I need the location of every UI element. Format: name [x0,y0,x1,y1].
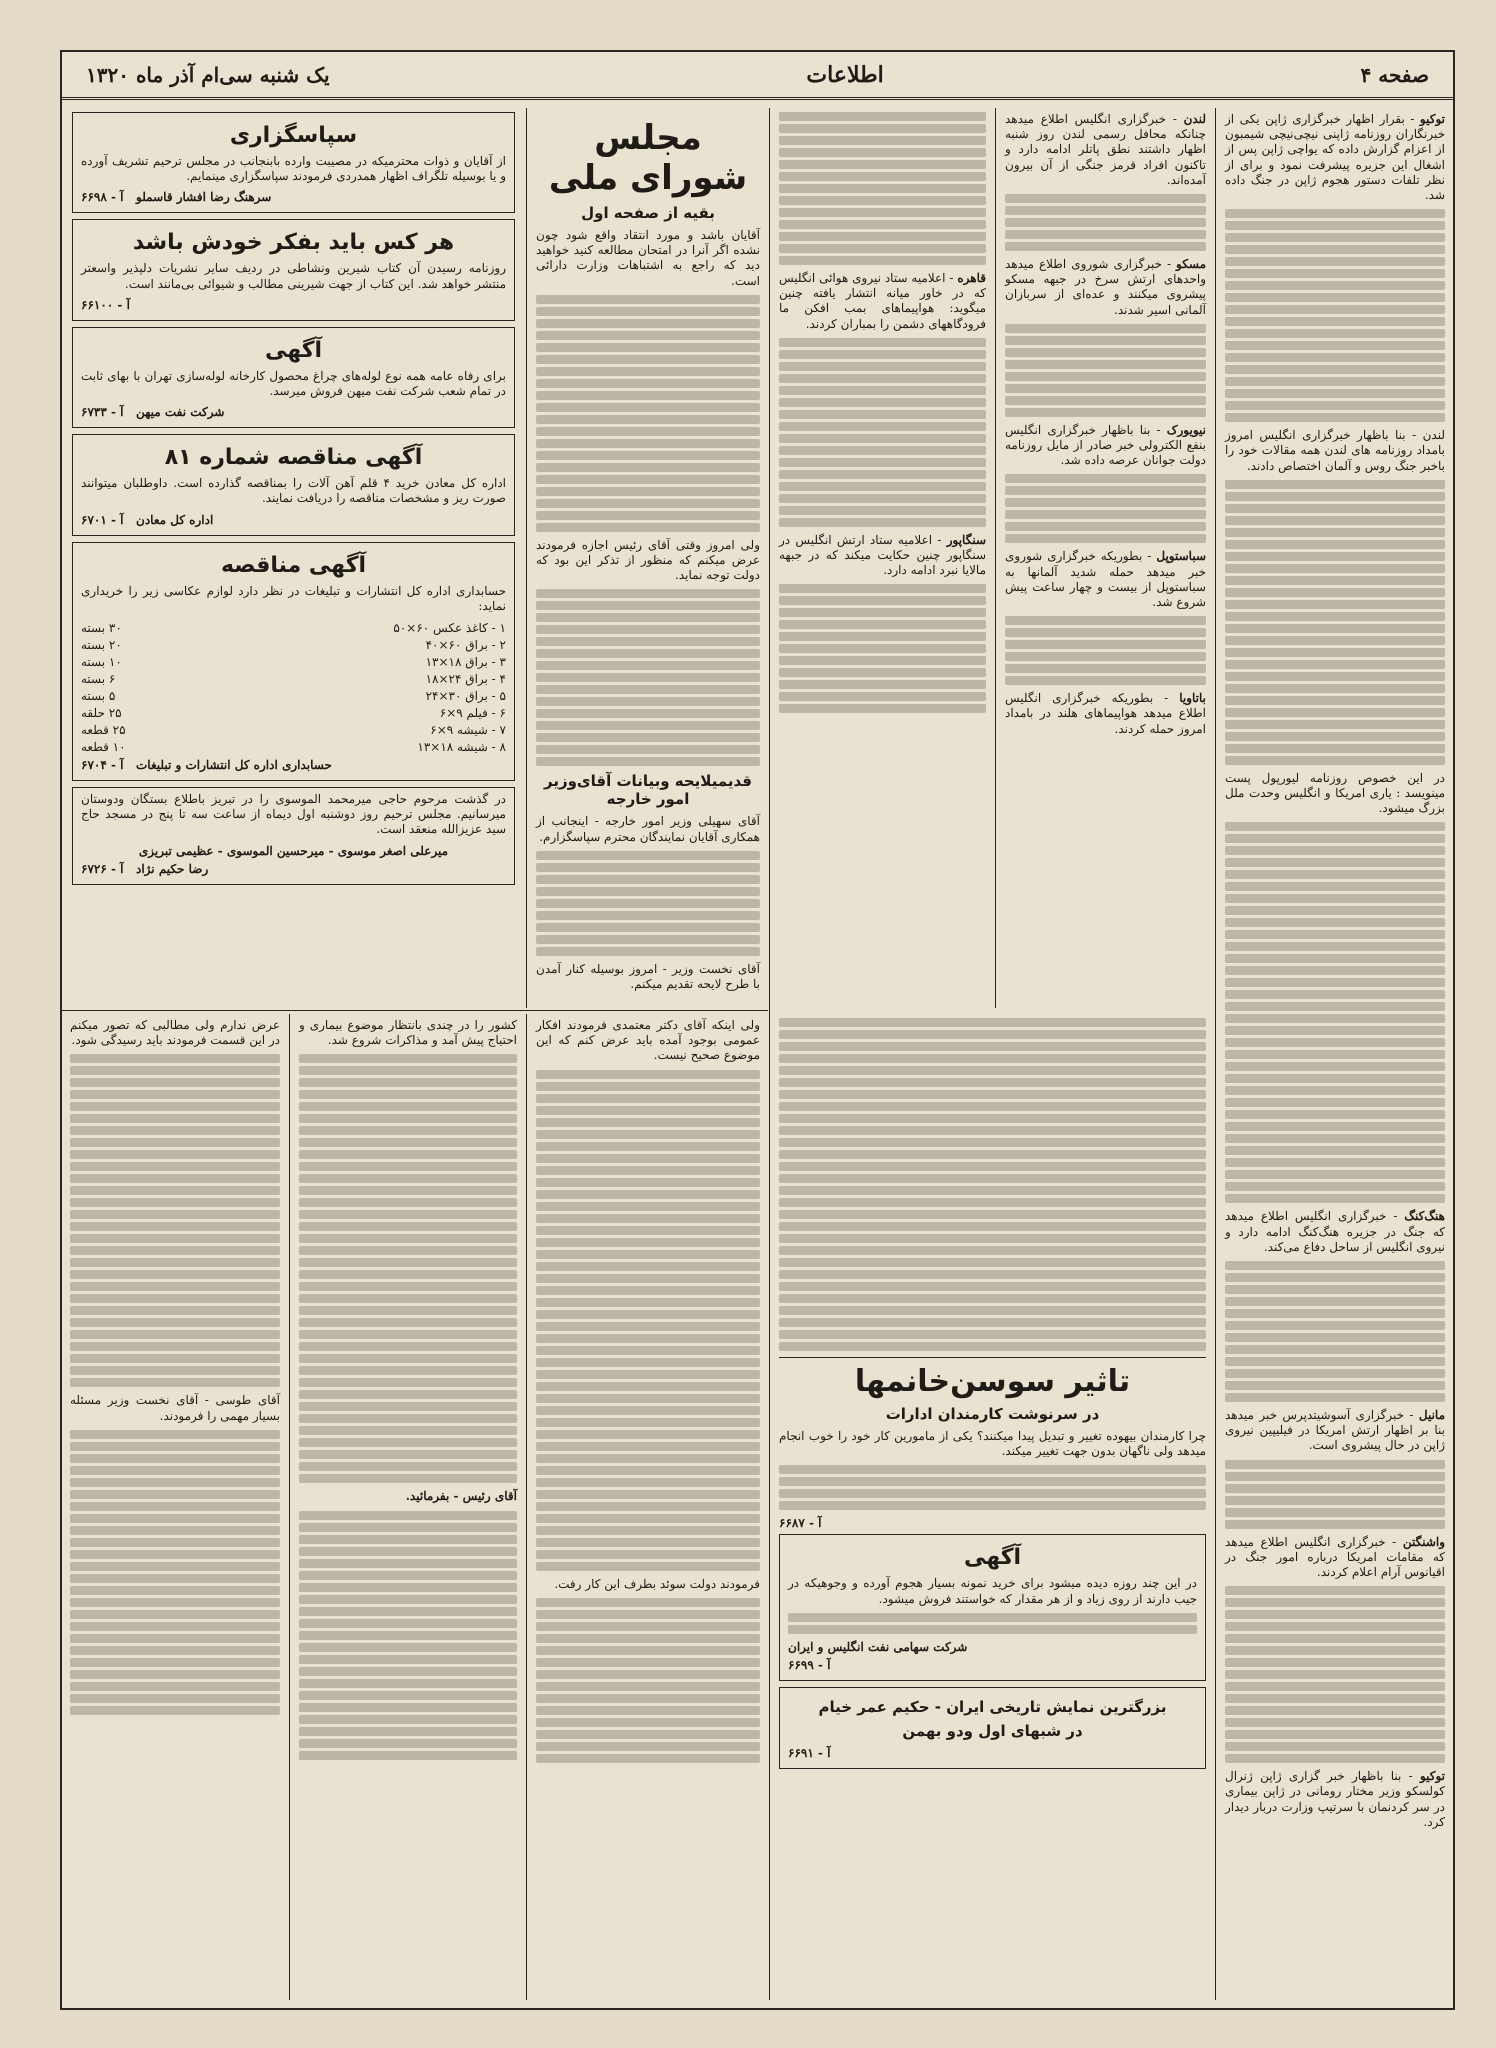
ad-code: آ - ۶۷۰۱ [81,512,124,527]
column-divider [526,108,527,1008]
tender-81-box [72,434,515,535]
dateline-tokyo: توکیو [1419,112,1445,126]
debate-text: عرض ندارم ولی مطالبی که تصور میکنم در این قسمت فرمودند باید رسیدگی شود. [70,1018,280,1048]
text-block [536,851,760,956]
column-divider [1215,108,1216,2000]
news-text: بقرار اظهار خبرگزاری ژاپن یکی از خبرنگاران روزنامه ژاپنی نیچی‌نیچی شیمبون از اعزام گزارش داده که یواچی ژاپن پس از اشغال این جزیره پیشرفت نمود و برای از نظر تلفات دستور هجوم ژاپن در جنگ داده شد. [1225,112,1445,203]
text-block [536,295,760,532]
news-text: خبرگزاری آسوشیتدپرس خبر میدهد بنا بر اظهار ارتش امریکا در فیلیپین نیروی ژاپن در حال پیشروی است. [1225,1408,1445,1453]
dateline-hongkong: هنگ‌کنگ [1404,1209,1445,1224]
text-block [70,1430,280,1715]
text-block [1005,324,1206,417]
column-divider [995,108,996,1008]
news-text: بنا باظهار خبر گزاری ژاپن ژنرال کولسکو وزیر مختار رومانی در ژاپن بیماری در سر کردنمان با سرتیپ وزارت دربار دیدار کرد. [1225,1769,1445,1829]
ad-code: آ - ۶۷۳۳ [81,405,124,420]
section-rule [779,1357,1206,1358]
book-text: روزنامه رسیدن آن کتاب شیرین ونشاطی در ردیف سایر نشریات دلپذیر واسعتر منتشر خواهد شد. این کتاب از جهت شیرینی مطالب و شیوائی بی‌مانند است. [81,261,506,291]
thanks-title: سپاسگزاری [229,123,358,148]
text-block [1225,1460,1445,1529]
text-block [536,1598,760,1763]
news-text: خبرگزاری انگلیس اطلاع میدهد چنانکه محافل رسمی لندن روز شنبه اظهار داشتند نطق پاتلر ادامه دارد و تاکنون افراد قرمز جنگی از آن بیرون آمده‌اند. [1005,112,1206,187]
lamp-notice-box [72,327,515,428]
ad-code: آ - ۶۷۲۶ [81,861,124,876]
newspaper-page [60,50,1455,2010]
thanks-signature: سرهنگ رضا افشار قاسملو [136,190,272,205]
text-block [1005,474,1206,543]
news-text: بنا باظهار خبرگزاری انگلیس بنفع الکترولی خبر صادر از مایل روزنامه دولت جوانان عرصه داده شد. [1005,422,1206,468]
text-block [299,1054,517,1483]
news-text: بطوریکه خبرگزاری شوروی خبر میدهد حمله شدید آلمانها به سباستوپل از بیست و چهار ساعت پیش شروع شد. [1005,549,1206,610]
column-parliament-lower [528,1014,768,2000]
parliament-text: آقای نخست وزیر - امروز بوسیله کنار آمدن با طرح لایحه تقدیم میکنم. [536,961,760,992]
news-text: در این خصوص روزنامه لیورپول پست مینویسد : یاری امریکا و انگلیس وحدت ملل بزرگ میشود. [1225,770,1445,816]
text-block [536,1070,760,1571]
masthead [62,52,1453,100]
tender-81-title: آگهی مناقصه شماره ۸۱ [164,445,423,471]
column-lower-left-b [62,1014,288,2000]
parliament-subtitle: بقیه از صفحه اول [581,204,715,222]
notice-text: برای رفاه عامه همه نوع لوله‌های چراغ محصول کارخانه لوله‌سازی تهران با بهای ثابت در تمام شعب شرکت نفت میهن فروش میرسد. [81,368,506,399]
column-lower-left-a [291,1014,525,2000]
text-block [1005,194,1206,251]
book-ad-box [72,219,515,320]
column-ads [62,108,525,1008]
text-block [1225,209,1445,422]
debate-text: آقای طوسی - آقای نخست وزیر مسئله بسیار مهمی را فرمودند. [70,1393,280,1423]
dateline-london: لندن [1183,112,1206,126]
condolence-signature: میرعلی اصغر موسوی - میرحسین الموسوی - عظیمی تبریزی [138,843,449,858]
text-block [70,1054,280,1387]
column-right-news: توکیو - بقرار اظهار خبرگزاری ژاپن یکی از خبرنگاران روزنامه ژاپنی نیچی‌نیچی شیمبون از اعزام گزارش داده که یواچی ژاپن پس از اشغال این جزیره پیشرفت نمود و برای از نظر تلفات دستور هجوم ژاپن در جنگ داده شد. لندن - بنا باظهار خبرگزاری انگلیس امروز بامداد روزنامه های لندن همه مقالات خود را باخبر جنگ روس و آلمان اختصاص دادند. در این خصوص روزنامه لیورپول پست مینویسد : یاری امریکا و انگلیس وحدت ملل بزرگ میشود. هنگ‌کنگ - خبرگزاری انگلیس اطلاع میدهد که جنگ در جزیره هنگ‌کنگ ادامه دارد و نیروی انگلیس از ساحل دفاع می‌کند. مانیل - خبرگزاری آسوشیتدپرس خبر میدهد بنا بر اظهار ارتش امریکا در فیلیپین نیروی ژاپن در حال پیشروی است. واشنگتن - خبرگزاری انگلیس اطلاع میدهد که مقامات امریکا درباره امور جنگ در اقیانوس آرام اعلام کردند. توکیو - بنا باظهار خبر گزاری ژاپن ژنرال کولسکو وزیر مختار رومانی در ژاپن بیماری در سر کردنمان با سرتیپ وزارت دربار دیدار کرد. [1225,112,1446,1829]
thanks-box [72,112,515,213]
dateline-manila: مانیل [1418,1408,1445,1423]
dateline-singapore: سنگاپور [946,532,987,547]
notice-signature: شرکت سهامی نفت انگلیس و ایران [788,1639,968,1654]
column-divider [769,108,770,2000]
text-block [536,589,760,766]
column-divider [289,1014,290,2000]
tender-item: ۸ - شیشه ۱۸×۱۳ ۱۰ قطعه [81,740,506,755]
text-block [1225,480,1445,765]
show-title: بزرگترین نمایش تاریخی ایران - حکیم عمر خیام [818,1697,1167,1716]
tender-box [72,542,515,781]
page-label: صفحه ۴ [1360,62,1429,87]
parliament-title: مجلس شورای ملی [548,118,748,198]
column-news-lower [771,1014,1214,2000]
news-text: لندن - بنا باظهار خبرگزاری انگلیس امروز بامداد روزنامه های لندن همه مقالات خود را باخبر جنگ روس و آلمان اختصاص دادند. [1225,428,1445,473]
condolence-box [72,787,515,885]
parliament-text: ولی امروز وقتی آقای رئیس اجازه فرمودند عرض میکنم که منظور از تذکر این بود که دولت توجه نماید. [536,537,760,583]
text-block [1225,1586,1445,1763]
column-parliament [528,108,768,1008]
news-text: اعلامیه ستاد نیروی هوائی انگلیس که در خاور میانه انتشار یافته چنین میگوید: هواپیماهای بمب افکن ما فرودگاههای دشمن را بمباران کردند. [779,271,986,331]
debate-text: آقای رئیس - بفرمائید. [405,1489,517,1504]
article-text: چرا کارمندان بیهوده تغییر و تبدیل پیدا میکنند؟ یکی از مامورین کار خود را خوب انجام میدهد ولی ناگهان بدون جهت تغییر میکند. [779,1429,1206,1459]
parliament-text: فرمودند دولت سوئد بطرف این کار رفت. [554,1576,760,1591]
news-text: اعلامیه ستاد ارتش انگلیس در سنگاپور چنین حکایت میکند که در جبهه مالایا نبرد ادامه دارد. [779,532,986,578]
news-text: بطوریکه خبرگزاری انگلیس اطلاع میدهد هواپیماهای هلند در بامداد امروز حمله کردند. [1005,691,1206,736]
article-subtitle: در سرنوشت کارمندان ادارات [885,1405,1100,1423]
paper-name: اطلاعات [806,61,884,88]
text-block [779,338,986,527]
tender-text: حسابداری اداره کل انتشارات و تبلیغات در نظر دارد لوازم عکاسی زیر را خریداری نماید: [81,583,506,613]
dateline-newyork: نیویورک [1166,422,1206,437]
issue-date: یک شنبه سی‌ام آذر ماه ۱۳۲۰ [86,62,330,87]
ad-code: آ - ۶۶۸۷ [779,1516,822,1531]
text-block [779,112,986,265]
ad-code: آ - ۶۶۹۹ [788,1657,831,1672]
column-news-2: قاهره - اعلامیه ستاد نیروی هوائی انگلیس که در خاور میانه انتشار یافته چنین میگوید: هواپیماهای بمب افکن ما فرودگاههای دشمن را بمباران کردند. سنگاپور - اعلامیه ستاد ارتش انگلیس در سنگاپور چنین حکایت میکند که در جبهه مالایا نبرد ادامه دارد. [771,108,994,1008]
dateline-washington: واشنگتن [1402,1534,1445,1549]
dateline-cairo: قاهره [957,271,986,285]
parliament-text: آقایان باشد و مورد انتقاد واقع شود چون نشده اگر آنرا در امتحان مطالعه کنید خواهید دید که راجع به اشتباهات وزارت دارائی است. [536,228,760,288]
tender-81-signature: اداره کل معادن [136,512,214,527]
news-text: خبرگزاری شوروی اطلاع میدهد واحدهای ارتش سرخ در جبهه مسکو پیشروی میکنند و عده‌ای از سربازان آلمانی اسیر شدند. [1005,257,1206,317]
tender-item: ۶ - فیلم ۹×۶ ۲۵ حلقه [81,706,506,721]
column-divider [526,1014,527,2000]
tender-item: ۷ - شیشه ۹×۶ ۲۵ قطعه [81,723,506,738]
tender-item: ۳ - براق ۱۸×۱۳ ۱۰ بسته [81,655,506,670]
debate-text: کشور را در چندی بانتظار موضوع بیماری و احتیاج پیش آمد و مذاکرات شروع شد. [299,1018,517,1048]
text-block [1005,616,1206,685]
section-divider [62,1010,768,1011]
notice-box-show [779,1687,1206,1769]
tender-item: ۵ - براق ۳۰×۲۴ ۵ بسته [81,689,506,704]
text-block [1225,1261,1445,1402]
book-title: هر کس باید بفکر خودش باشد [132,230,455,256]
ad-code: آ - ۶۷۰۴ [81,758,124,773]
notice-text: در این چند روزه دیده میشود برای خرید نمونه بسیار هجوم آورده و وجوهیکه در جیب دارند از روی زیاد و از هر مقدار که خواستند فروش میشود. [788,1576,1197,1606]
ad-code: آ - ۶۶۹۱ [788,1745,831,1760]
parliament-subhead: قدیمیلایحه وبیانات آقای‌وزیر امور خارجه [544,772,752,809]
dateline-tokyo-2: توکیو [1419,1769,1446,1784]
column-news: لندن - خبرگزاری انگلیس اطلاع میدهد چنانکه محافل رسمی لندن روز شنبه اظهار داشتند نطق پاتلر ادامه دارد و تاکنون افراد قرمز جنگی از آن بیرون آمده‌اند. مسکو - خبرگزاری شوروی اطلاع میدهد واحدهای ارتش سرخ در جبهه مسکو پیشروی میکنند و عده‌ای از سربازان آلمانی اسیر شدند. نیویورک - بنا باظهار خبرگزاری انگلیس بنفع الکترولی خبر صادر از مایل روزنامه دولت جوانان عرصه داده شد. سباستوپل - بطوریکه خبرگزاری شوروی خبر میدهد حمله شدید آلمانها به سباستوپل از بیست و چهار ساعت پیش شروع شد. باتاویا - بطوریکه خبرگزاری انگلیس اطلاع میدهد هواپیماهای هلند در بامداد امروز حمله کردند. [1005,112,1207,736]
tender-item: ۲ - براق ۶۰×۴۰ ۲۰ بسته [81,638,506,653]
notice-box-oil [779,1534,1206,1680]
notice-title: آگهی [264,337,323,363]
tender-item-list [81,620,506,756]
condolence-signature-2: رضا حکیم نژاد [136,861,209,876]
condolence-text: در گذشت مرحوم حاجی میرمحمد الموسوی را در تبریز باطلاع بستگان ودوستان میرسانیم. مجلس ترحیم روز دوشنبه اول دیماه از ساعت سه تا پنج در مسجد حاج سید عزیزالله منعقد است. [81,792,506,837]
text-block [779,1018,1206,1351]
show-subtitle: در شبهای اول ودو بهمن [902,1721,1083,1740]
tender-title: آگهی مناقصه [220,552,367,578]
thanks-text: از آقایان و ذوات محترمیکه در مصیبت وارده بابنجانب در مجلس ترحیم تشریف آورده و یا بوسیله تلگراف اظهار همدردی فرمودند سپاسگزاری مینمایم. [81,154,506,184]
text-block [779,1465,1206,1510]
article-title-lilies: تاثیر سوسن‌خانمها [854,1364,1131,1399]
text-block [299,1511,517,1760]
dateline-moscow: مسکو [1176,257,1207,272]
tender-item: ۱ - کاغذ عکس ۶۰×۵۰ ۳۰ بسته [81,621,506,636]
dateline-batavia: باتاویا [1179,691,1206,706]
text-block [1225,822,1445,1203]
notice-title: آگهی [963,1545,1022,1571]
ad-code: آ - ۶۶۹۸ [81,190,124,205]
notice-signature: شرکت نفت میهن [136,405,225,420]
tender-81-text: اداره کل معادن خرید ۴ قلم آهن آلات را بمناقصه گذارده است. داوطلبان میتوانند صورت ریز و مشخصات مناقصه را دریافت نمایند. [81,476,506,506]
tender-item: ۴ - براق ۲۴×۱۸ ۶ بسته [81,672,506,687]
news-text: خبرگزاری انگلیس اطلاع میدهد که جنگ در جزیره هنگ‌کنگ ادامه دارد و نیروی انگلیس از ساحل دفاع می‌کند. [1225,1209,1445,1254]
parliament-text: ولی اینکه آقای دکتر معتمدی فرمودند افکار عمومی بوجود آمده باید عرض کنم که این موضوع صحیح نیست. [536,1018,760,1063]
dateline-sevastopol: سباستوپل [1156,549,1206,564]
ad-code: آ - ۶۶۱۰۰ [81,297,130,312]
parliament-text: آقای سهیلی وزیر امور خارجه - اینجانب از همکاری آقایان نمایندگان محترم سپاسگزارم. [536,814,760,844]
tender-signature: حسابداری اداره کل انتشارات و تبلیغات [136,758,332,773]
news-text: خبرگزاری انگلیس اطلاع میدهد که مقامات امریکا درباره امور جنگ در اقیانوس آرام اعلام کردند. [1225,1534,1445,1580]
text-block [788,1613,1197,1634]
text-block [779,584,986,713]
